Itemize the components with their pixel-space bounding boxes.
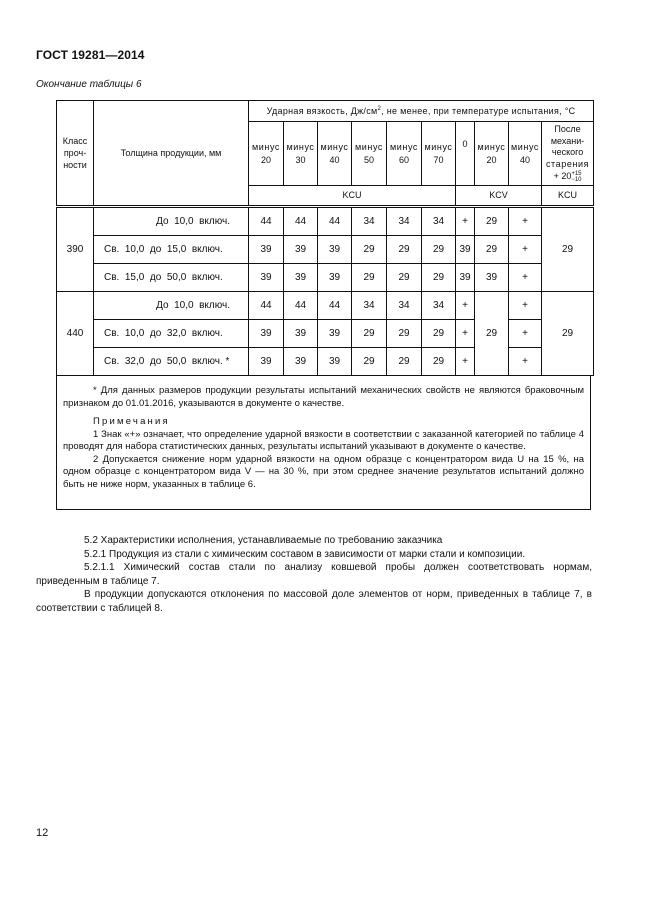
strength-class-cell: 390: [57, 207, 94, 292]
kcu-cell: 39: [284, 264, 318, 292]
header-temp: [422, 122, 456, 186]
kcv-cell: +: [509, 236, 542, 264]
table-row: [57, 264, 594, 292]
section-heading: 5.2 Характеристики исполнения, устанавливаемые по требованию заказчика: [84, 535, 443, 546]
kcu-cell: 39: [284, 320, 318, 348]
thickness-cell: До 10,0 включ.: [94, 292, 249, 320]
header-temp: [509, 122, 542, 186]
kcu-cell: 44: [318, 207, 352, 236]
temp-word: минус: [320, 142, 349, 153]
table-notes: [56, 375, 591, 510]
aging-kcu-cell: 29: [542, 207, 594, 292]
temp-word: минус: [424, 142, 453, 153]
thickness-cell: Св. 10,0 до 32,0 включ.: [94, 320, 249, 348]
kcv-cell: 29: [475, 207, 509, 236]
kcu-cell: 29: [352, 236, 387, 264]
strength-class-cell: 440: [57, 292, 94, 376]
note-item: 1 Знак «+» означает, что определение ударной вязкости в соответствии с заказанной категорией по таблице 4 проводят для набора статистических данных, результаты испытаний указывают в документе о качестве.: [63, 428, 584, 452]
table-row: [57, 320, 594, 348]
temp-word: минус: [510, 142, 540, 153]
table-row: [57, 207, 594, 236]
thickness-cell: Св. 10,0 до 15,0 включ.: [94, 236, 249, 264]
aging-temp-lower: −10: [571, 176, 582, 183]
kcv-cell: +: [509, 292, 542, 320]
kcu-cell: 29: [387, 320, 422, 348]
header-temp: [456, 122, 475, 186]
table-row: [57, 348, 594, 376]
kcu-cell: 29: [422, 264, 456, 292]
thickness-cell: Св. 32,0 до 50,0 включ. *: [94, 348, 249, 376]
kcv-cell: +: [509, 207, 542, 236]
temp-value: 30: [295, 154, 306, 165]
temp-word: минус: [251, 142, 281, 153]
kcv-cell: +: [509, 320, 542, 348]
kcu-cell: 44: [284, 292, 318, 320]
impact-group-suffix: , не менее, при температуре испытания, °С: [381, 105, 576, 116]
kcu-cell: 29: [387, 264, 422, 292]
type-kcu-aging: KCU: [542, 186, 594, 207]
temp-word: минус: [354, 142, 384, 153]
header-aging: [542, 122, 594, 186]
kcu-cell: 39: [318, 348, 352, 376]
header-strength-class: Класс проч-ности: [57, 101, 94, 207]
kcv-cell: 39: [456, 264, 475, 292]
kcu-cell: 34: [352, 207, 387, 236]
temp-value: 70: [433, 154, 444, 165]
temp-word: минус: [286, 142, 315, 153]
kcu-cell: 39: [249, 264, 284, 292]
kcv-cell: 39: [475, 264, 509, 292]
table-footnote: * Для данных размеров продукции результаты испытаний механических свойств не являются браковочным признаком до 01.01.2016, указываются в документе о качестве.: [63, 385, 584, 409]
kcu-cell: 44: [249, 292, 284, 320]
temp-value: 0: [462, 139, 468, 149]
kcu-cell: 44: [284, 207, 318, 236]
aging-line: механи-: [550, 135, 585, 146]
temp-word: минус: [389, 142, 419, 153]
aging-temp-upper: +15: [571, 170, 582, 177]
temp-value: 20: [486, 154, 497, 165]
kcu-cell: 39: [249, 348, 284, 376]
thickness-cell: До 10,0 включ.: [94, 207, 249, 236]
kcu-cell: 44: [318, 292, 352, 320]
table-row: [57, 292, 594, 320]
kcu-cell: 29: [422, 320, 456, 348]
kcv-cell: +: [456, 207, 475, 236]
document-standard-header: ГОСТ 19281—2014: [36, 48, 145, 62]
kcu-cell: 29: [352, 348, 387, 376]
kcu-cell: 34: [387, 292, 422, 320]
impact-group-text: Ударная вязкость, Дж/см: [266, 105, 378, 116]
header-temp: [387, 122, 422, 186]
kcu-cell: 39: [249, 320, 284, 348]
kcu-cell: 29: [387, 348, 422, 376]
paragraph: В продукции допускаются отклонения по массовой доле элементов от норм, приведенных в таблице 7, в соответствии с таблицей 8.: [36, 589, 592, 614]
type-kcv: KCV: [456, 186, 542, 207]
type-kcu: KCU: [249, 186, 456, 207]
kcu-cell: 39: [318, 320, 352, 348]
temp-value: 40: [519, 154, 530, 165]
impact-strength-table: [56, 100, 594, 376]
aging-line: старения: [545, 159, 590, 170]
kcu-cell: 39: [249, 236, 284, 264]
kcu-cell: 29: [387, 236, 422, 264]
temp-value: 20: [260, 154, 271, 165]
note-item: 2 Допускается снижение норм ударной вязкости на одном образце с концентратором вида U на 15 %, на одном образце с концентратором вида V — на 30 %, при этом среднее значение результатов испытаний должно быть не ниже норм, указанных в таблице 6.: [63, 453, 584, 490]
header-temp: [249, 122, 284, 186]
temp-word: минус: [477, 142, 506, 153]
kcu-cell: 39: [318, 264, 352, 292]
kcu-cell: 29: [352, 320, 387, 348]
temp-value: 50: [363, 154, 374, 165]
kcv-cell: +: [456, 292, 475, 320]
kcu-cell: 29: [422, 236, 456, 264]
temp-value: 40: [329, 154, 340, 165]
kcv-merged-cell: 29: [475, 292, 509, 376]
kcu-cell: 39: [284, 236, 318, 264]
kcv-cell: +: [456, 320, 475, 348]
aging-line: После: [554, 124, 581, 135]
impact-unit-sup: 2: [377, 105, 382, 112]
header-impact-group: [249, 101, 594, 122]
kcu-cell: 29: [422, 348, 456, 376]
notes-title: Примечания: [93, 416, 170, 427]
kcv-cell: 29: [475, 236, 509, 264]
thickness-cell: Св. 15,0 до 50,0 включ.: [94, 264, 249, 292]
header-thickness: Толщина продукции, мм: [94, 101, 249, 207]
kcu-cell: 34: [422, 292, 456, 320]
kcu-cell: 44: [249, 207, 284, 236]
header-temp: [475, 122, 509, 186]
table-row: [57, 236, 594, 264]
kcv-cell: +: [509, 264, 542, 292]
page-number: 12: [36, 827, 49, 839]
kcu-cell: 34: [387, 207, 422, 236]
header-temp: [352, 122, 387, 186]
kcu-cell: 29: [352, 264, 387, 292]
body-section: [36, 534, 592, 615]
paragraph: 5.2.1.1 Химический состав стали по анализу ковшевой пробы должен соответствовать нормам, приведенным в таблице 7.: [36, 562, 592, 587]
kcv-cell: +: [509, 348, 542, 376]
kcu-cell: 39: [318, 236, 352, 264]
aging-line: ческого: [551, 147, 584, 158]
header-temp: [284, 122, 318, 186]
kcu-cell: 34: [352, 292, 387, 320]
aging-kcu-cell: 29: [542, 292, 594, 376]
temp-value: 60: [398, 154, 409, 165]
kcv-cell: +: [456, 348, 475, 376]
header-temp: [318, 122, 352, 186]
kcu-cell: 39: [284, 348, 318, 376]
table-caption: Окончание таблицы 6: [36, 79, 142, 90]
aging-temp-base: + 20: [553, 171, 572, 182]
paragraph: 5.2.1 Продукция из стали с химическим составом в зависимости от марки стали и композиции.: [84, 548, 526, 560]
kcu-cell: 34: [422, 207, 456, 236]
kcv-cell: 39: [456, 236, 475, 264]
aging-temperature: [554, 171, 582, 181]
